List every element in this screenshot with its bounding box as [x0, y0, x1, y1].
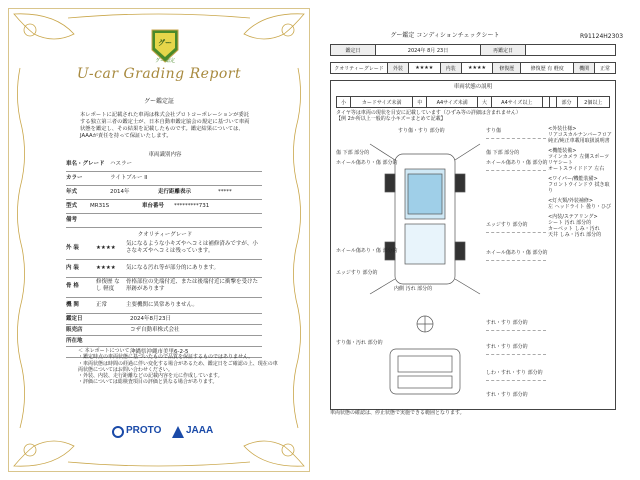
quality-row-exterior: 外 装 ★★★★ 気になるような小キズやヘコミは補修済みですが、小さなキズやヘコミは残っています。: [66, 240, 262, 260]
annotation-steering: すれ・すり 部分的: [486, 320, 528, 326]
quality-section-title: クオリティーグレード: [137, 232, 193, 238]
quality-row-engine: 機 関 正常 主要機関に異常ありません。: [66, 298, 262, 314]
intro-text: 本レポートに記載された車両は株式会社プロトコーポレーションが委託する独立第三者の鑑定士が、日本自動車鑑定協会の規定に基づいて車両状態を鑑定し、その結果を記載したものです。鑑定結果については、JAAAが責任を持って保証いたします。: [80, 112, 250, 139]
svg-text:グー: グー: [158, 39, 172, 47]
annotation-right-top: 傷 下部 部分的: [486, 150, 520, 156]
vehicle-row-note: 備考: [66, 214, 262, 228]
condition-title: 車両状態の説明: [453, 84, 493, 90]
sheet-title: グー鑑定 コンディションチェックシート: [390, 32, 500, 39]
report-notes: ＜ 本レポートについて ＞ ・鑑定時点の車両状態に基づいたもので品質を保証するものではありません。 ・車両状態は時間の経過に伴い変化する場合があるため、鑑定日をご確認の上、現在の車両状態についてはお問い合わせください。 ・外装、内装、走行距離などの記載内容を元に作成しています。 ・評価については総検査項目の評価と異なる場合があります。: [78, 348, 278, 386]
car-diagram: [350, 124, 500, 404]
vehicle-row-name: 車名・グレード ハスラー: [66, 158, 262, 172]
sheet-date-table: 鑑定日 2024年 8月 23日 再鑑定日: [330, 44, 616, 56]
report-title: U-car Grading Report: [76, 66, 242, 82]
annotation-interior: 内側 汚れ 部分的: [394, 286, 433, 292]
vehicle-row-year: 年式 2014年 走行距離表示 *****: [66, 186, 262, 200]
annotation-right-wheel: ホイール傷あり・傷 部分的: [486, 160, 548, 166]
quality-row-frame: 骨 格 修復歴 なし 軽度 骨格部位の先端付近、または後端付近に衝撃を受けた形跡があります: [66, 278, 262, 298]
logos: [112, 424, 222, 446]
annotation-rear: すれ・すり 部分的: [486, 392, 528, 398]
annotation-left-edge: エッジすり 部分的: [336, 270, 378, 276]
size-legend-table: 小 カードサイズ未満 中 A4サイズ未満 大 A4サイズ以上 部分 2個以上: [336, 96, 610, 108]
appraisal-info: 鑑定日 2024年8月23日 販売店 コザ自動車株式会社 所在地 沖縄県沖縄市美里6-2-5: [66, 314, 262, 358]
quality-row-interior: 内 装 ★★★★ 気になる汚れ等が部分的にあります。: [66, 260, 262, 278]
annotation-seat-right: すれ・すり 部分的: [486, 344, 528, 350]
annotation-seat-left: すり傷・汚れ 部分的: [336, 340, 383, 346]
jaaa-logo-icon: [172, 426, 184, 438]
annotation-front-top: すり傷・すり 部分的: [398, 128, 445, 134]
vehicle-row-model: 型式 MR31S 車台番号 *********731: [66, 200, 262, 214]
jaaa-logo: JAAA: [186, 425, 214, 436]
annotation-right-edge: エッジすり 部分的: [486, 222, 528, 228]
equipment-legend: <外装仕様> リアコスカルナンバーフロア 純正/純正車載用取扱説明書 <機能装備> ツインカメラ 左側スポーツ リヤシート オートスライドドア 左右 <ワイパー/機能装備> フロントウインドウ 拭き取り <灯火類/外装補修> 左 ヘッドライト 曇り・ひび <内装/ステアリング> シート 汚れ 部分的 カーペット しみ・汚れ 天井 しみ・汚れ 部分的: [548, 126, 612, 238]
vehicle-table: [66, 158, 262, 228]
proto-logo-icon: [112, 426, 124, 438]
report-subtitle: グー鑑定証: [143, 98, 174, 105]
annotation-left-wheel: ホイール傷あり・傷 部分的: [336, 160, 398, 166]
quality-table: [66, 240, 262, 314]
proto-logo: PROTO: [126, 425, 162, 436]
sheet-quality-table: クオリティーグレード 外装 ★★★★ 内装 ★★★★ 修復歴 修復歴 有 軽度 機関 正常: [330, 62, 616, 74]
vehicle-row-color: カラー ライトブルー II: [66, 172, 262, 186]
annotation-front-right: すり傷: [486, 128, 502, 134]
annotation-rear-seat: しわ・すれ・すり 部分的: [486, 370, 543, 376]
sheet-id: R91124H2303: [580, 33, 624, 40]
badge-text: グー鑑定: [154, 58, 175, 64]
vehicle-section-title: 車両識別内容: [148, 152, 182, 158]
annotation-left-top: 傷 下部 部分的: [336, 150, 370, 156]
annotation-right-rear-wheel: ホイール傷あり・傷 部分的: [486, 250, 548, 256]
remark-text: タイヤ等は車両の現状を目安に記載しています（ひずみ等の詳細は含まれません） 【例 2か所以上一般的な小キズ＝まとめて記載】: [336, 110, 521, 122]
annotation-left-rear-wheel: ホイール傷あり・傷 部分的: [336, 248, 398, 254]
sheet-footer: 車両状態の確認は、停止状態で実施できる範囲となります。: [330, 410, 465, 416]
